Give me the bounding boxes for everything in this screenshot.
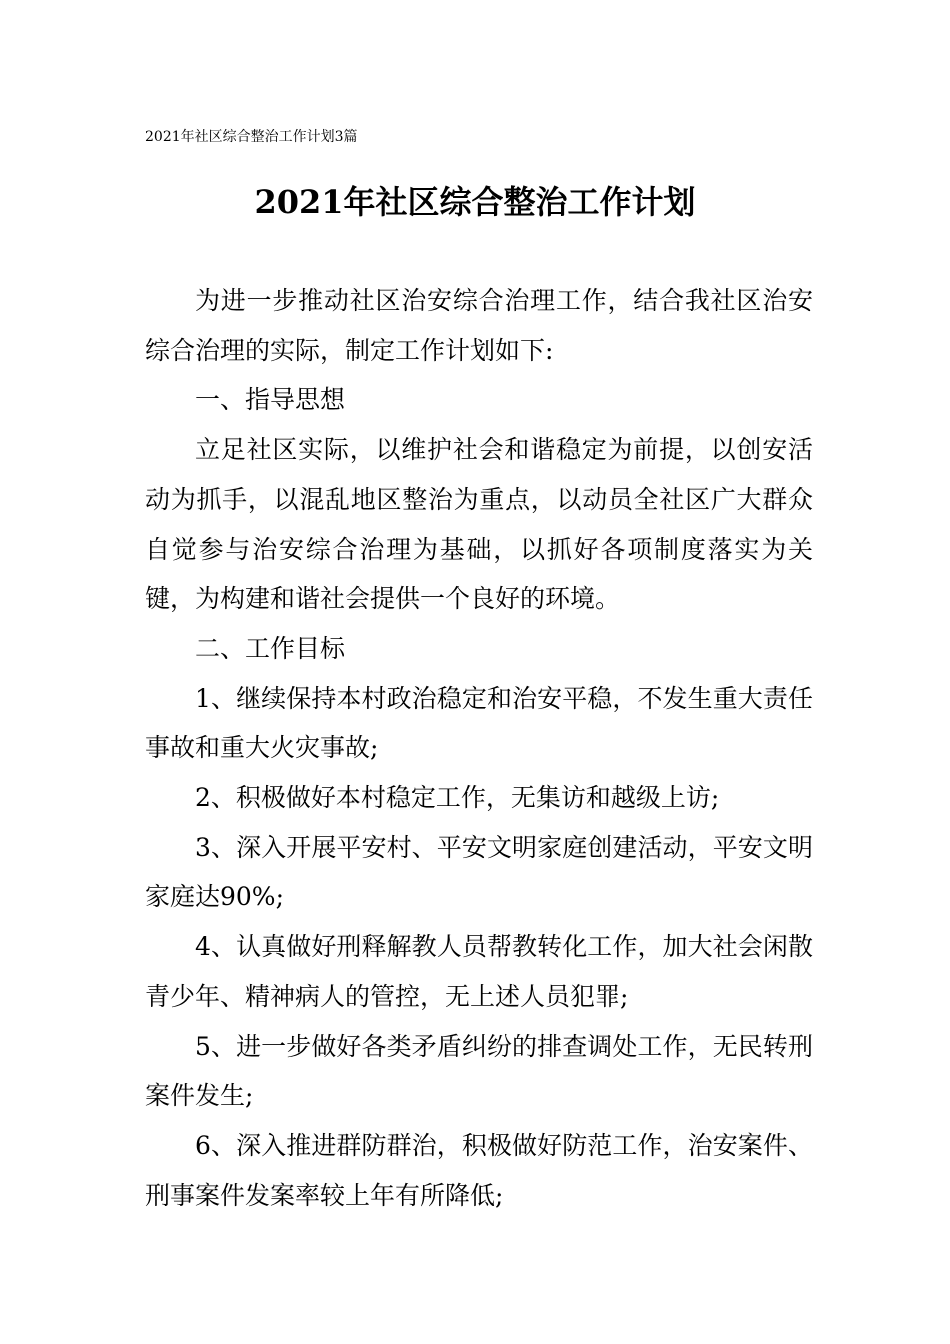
paragraph-guiding-ideology: 立足社区实际，以维护社会和谐稳定为前提，以创安活动为抓手，以混乱地区整治为重点，以动员全社区广大群众自觉参与治安综合治理为基础，以抓好各项制度落实为关键，为构建和谐社会提供一个良好的环境。 [145, 435, 813, 614]
paragraph-intro: 为进一步推动社区治安综合治理工作，结合我社区治安综合治理的实际，制定工作计划如下: [145, 286, 813, 365]
header-note: 2021年社区综合整治工作计划3篇 [145, 129, 358, 145]
goal-item-4: 4、认真做好刑释解教人员帮教转化工作，加大社会闲散青少年、精神病人的管控，无上述人员犯罪; [145, 932, 813, 1011]
section-heading-work-goals: 二、工作目标 [195, 633, 346, 663]
goal-item-6: 6、深入推进群防群治，积极做好防范工作，治安案件、刑事案件发案率较上年有所降低; [145, 1130, 813, 1210]
document-title: 2021年社区综合整治工作计划 [254, 183, 696, 221]
goal-item-5: 5、进一步做好各类矛盾纠纷的排查调处工作，无民转刑案件发生; [145, 1031, 813, 1111]
goal-item-2: 2、积极做好本村稳定工作，无集访和越级上访; [195, 783, 720, 813]
goal-item-3: 3、深入开展平安村、平安文明家庭创建活动，平安文明家庭达90%; [145, 832, 813, 912]
section-heading-guiding-ideology: 一、指导思想 [195, 385, 346, 415]
goal-item-1: 1、继续保持本村政治稳定和治安平稳，不发生重大责任事故和重大火灾事故; [145, 683, 813, 763]
document-body [145, 276, 813, 1220]
